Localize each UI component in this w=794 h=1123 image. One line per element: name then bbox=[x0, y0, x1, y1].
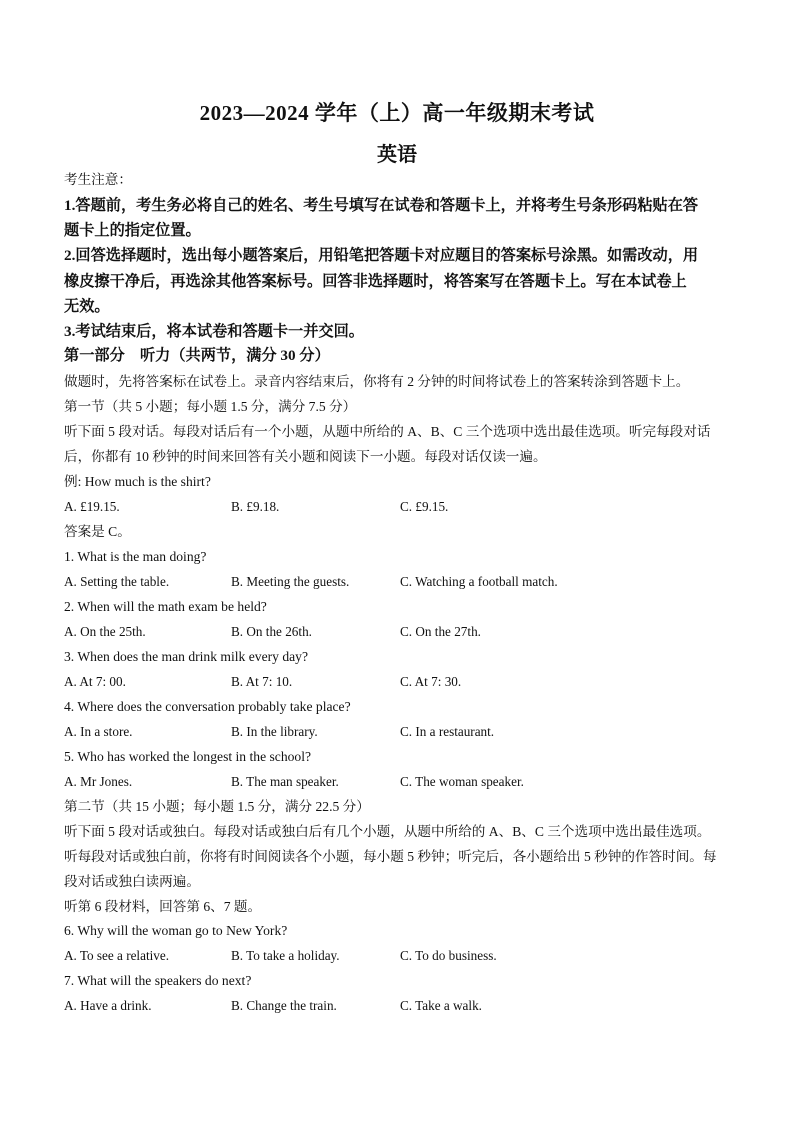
question-5-option-c: C. The woman speaker. bbox=[400, 774, 524, 789]
question-7-option-b: B. Change the train. bbox=[231, 998, 337, 1013]
notice-item-2-line-1: 2.回答选择题时，选出每小题答案后，用铅笔把答题卡对应题目的答案标号涂黑。如需改动，用 bbox=[64, 247, 699, 264]
question-4-option-a: A. In a store. bbox=[64, 724, 133, 739]
question-6: 6. Why will the woman go to New York? bbox=[64, 923, 288, 938]
notice-item-1-line-1: 1.答题前，考生务必将自己的姓名、考生号填写在试卷和答题卡上，并将考生号条形码粘贴在答 bbox=[64, 197, 699, 214]
question-5: 5. Who has worked the longest in the school? bbox=[64, 749, 312, 764]
question-4-option-b: B. In the library. bbox=[231, 724, 318, 739]
question-3-option-a: A. At 7: 00. bbox=[64, 674, 126, 689]
question-3-option-c: C. At 7: 30. bbox=[400, 674, 462, 689]
section2-instruction-line-3: 段对话或独白读两遍。 bbox=[64, 874, 200, 889]
question-6-option-b: B. To take a holiday. bbox=[231, 948, 340, 963]
question-6-option-a: A. To see a relative. bbox=[64, 948, 170, 963]
notice-item-3: 3.考试结束后，将本试卷和答题卡一并交回。 bbox=[64, 323, 364, 340]
notice-item-2-line-2: 橡皮擦干净后，再选涂其他答案标号。回答非选择题时，将答案写在答题卡上。写在本试卷上 bbox=[64, 273, 687, 290]
exam-subject: 英语 bbox=[377, 144, 417, 166]
question-1-option-b: B. Meeting the guests. bbox=[231, 574, 350, 589]
question-3-option-b: B. At 7: 10. bbox=[231, 674, 293, 689]
section2-heading: 第二节（共 15 小题；每小题 1.5 分，满分 22.5 分） bbox=[64, 799, 370, 814]
example-option-a: A. £19.15. bbox=[64, 499, 120, 514]
part1-heading: 第一部分 听力（共两节，满分 30 分） bbox=[64, 347, 330, 364]
question-3: 3. When does the man drink milk every day? bbox=[64, 649, 308, 664]
example-option-c: C. £9.15. bbox=[400, 499, 449, 514]
notice-item-1-line-2: 题卡上的指定位置。 bbox=[64, 222, 201, 239]
question-7-option-a: A. Have a drink. bbox=[64, 998, 152, 1013]
notice-heading: 考生注意： bbox=[64, 172, 132, 187]
section2-instruction-line-1: 听下面 5 段对话或独白。每段对话或独白后有几个小题，从题中所给的 A、B、C 三个选项中选出最佳选项。 bbox=[64, 824, 711, 839]
section1-instruction-line-2: 后，你都有 10 秒钟的时间来回答有关小题和阅读下一小题。每段对话仅读一遍。 bbox=[64, 449, 547, 464]
question-5-option-a: A. Mr Jones. bbox=[64, 774, 133, 789]
question-7: 7. What will the speakers do next? bbox=[64, 973, 252, 988]
question-2-option-c: C. On the 27th. bbox=[400, 624, 481, 639]
example-option-b: B. £9.18. bbox=[231, 499, 280, 514]
part1-instruction: 做题时，先将答案标在试卷上。录音内容结束后，你将有 2 分钟的时间将试卷上的答案转涂到答题卡上。 bbox=[64, 374, 690, 389]
section1-instruction-line-1: 听下面 5 段对话。每段对话后有一个小题，从题中所给的 A、B、C 三个选项中选出最佳选项。听完每段对话 bbox=[64, 424, 711, 439]
question-2-option-b: B. On the 26th. bbox=[231, 624, 312, 639]
notice-item-2-line-3: 无效。 bbox=[64, 298, 110, 315]
section1-heading: 第一节（共 5 小题；每小题 1.5 分，满分 7.5 分） bbox=[64, 399, 357, 414]
question-7-option-c: C. Take a walk. bbox=[400, 998, 482, 1013]
question-4: 4. Where does the conversation probably take place? bbox=[64, 699, 351, 714]
question-2: 2. When will the math exam be held? bbox=[64, 599, 267, 614]
question-2-option-a: A. On the 25th. bbox=[64, 624, 146, 639]
material-6-heading: 听第 6 段材料，回答第 6、7 题。 bbox=[64, 899, 262, 914]
section2-instruction-line-2: 听每段对话或独白前，你将有时间阅读各个小题，每小题 5 秒钟；听完后，各小题给出 5 秒钟的作答时间。每 bbox=[64, 849, 717, 864]
question-6-option-c: C. To do business. bbox=[400, 948, 497, 963]
question-1: 1. What is the man doing? bbox=[64, 549, 207, 564]
question-5-option-b: B. The man speaker. bbox=[231, 774, 339, 789]
example-answer: 答案是 C。 bbox=[64, 524, 131, 539]
question-4-option-c: C. In a restaurant. bbox=[400, 724, 495, 739]
question-1-option-a: A. Setting the table. bbox=[64, 574, 170, 589]
exam-title: 2023—2024 学年（上）高一年级期末考试 bbox=[199, 101, 595, 125]
example-question: 例: How much is the shirt? bbox=[64, 474, 211, 489]
question-1-option-c: C. Watching a football match. bbox=[400, 574, 558, 589]
